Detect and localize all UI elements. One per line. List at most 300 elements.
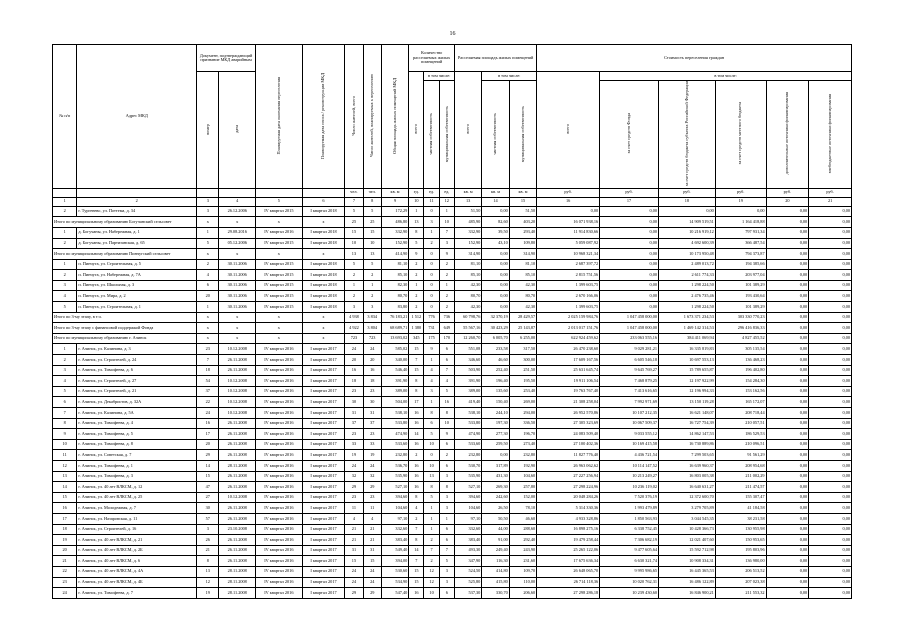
table-cell: 4 692 600,39	[659, 238, 716, 249]
table-cell: 8	[197, 556, 219, 567]
table-cell: 19 763 767,40	[537, 386, 600, 397]
table-cell: 24	[197, 408, 219, 419]
table-cell: 8	[424, 482, 439, 493]
subtotal-row	[53, 323, 852, 334]
table-cell: 1	[53, 227, 77, 238]
table-cell: 394,00	[381, 556, 408, 567]
table-cell: 24 083 509,40	[537, 429, 600, 440]
table-cell: 524,50	[454, 566, 481, 577]
table-row	[53, 302, 852, 313]
table-cell: 26.12.2006	[219, 206, 256, 217]
table-cell: 14	[53, 482, 77, 493]
table-cell: 2	[363, 270, 381, 281]
address-cell: г. Ачинск, ул. 40 лет ВЛКСМ, д. 4Б	[77, 577, 197, 588]
table-cell: 3	[424, 217, 439, 228]
table-cell: 13	[363, 249, 381, 260]
table-cell: 26.11.2008	[219, 545, 256, 556]
table-cell: 3	[439, 503, 454, 514]
table-cell: 1	[53, 259, 77, 270]
table-cell: 193 430,64	[715, 291, 766, 302]
table-cell: 2	[439, 302, 454, 313]
table-cell: 10 213 249,27	[600, 471, 659, 482]
table-cell: 24	[363, 566, 381, 577]
table-cell: 20	[197, 439, 219, 450]
table-row	[53, 397, 852, 408]
table-cell: 4	[53, 291, 77, 302]
table-cell: 794 373,87	[715, 249, 766, 260]
table-cell: 1 047 458 000,00	[600, 312, 659, 323]
table-cell: 277,30	[482, 429, 509, 440]
table-cell: 7	[53, 408, 77, 419]
table-cell: 1 469 142 314,53	[659, 323, 716, 334]
table-cell: 13	[409, 217, 424, 228]
table-cell: I квартал 2017	[302, 460, 345, 471]
table-cell: 26.11.2008	[219, 535, 256, 546]
table-cell: 0,00	[809, 556, 852, 567]
table-cell: 29.08.2016	[219, 227, 256, 238]
table-cell: I квартал 2017	[302, 386, 345, 397]
table-cell: I квартал 2017	[302, 482, 345, 493]
table-cell: 0,00	[600, 259, 659, 270]
table-cell: 22	[53, 566, 77, 577]
table-cell: 11	[363, 503, 381, 514]
table-cell: 5	[424, 492, 439, 503]
table-cell: 0,00	[766, 503, 809, 514]
table-cell: x	[302, 333, 345, 344]
table-cell: 0,00	[482, 270, 509, 281]
table-row	[53, 471, 852, 482]
table-cell: 4	[53, 376, 77, 387]
table-cell: 0,00	[766, 312, 809, 323]
table-cell: 12 196 994,33	[659, 386, 716, 397]
subtotal-label: Итого по 3-му этапу с финансовой поддержкой Фонда	[53, 323, 197, 334]
table-cell: 10 169 415,58	[600, 439, 659, 450]
table-cell: x	[256, 323, 303, 334]
table-row	[53, 588, 852, 599]
table-cell: 11	[345, 503, 363, 514]
table-cell: 24	[363, 460, 381, 471]
table-cell: IV квартал 2016	[256, 503, 303, 514]
table-cell: 251,50	[509, 365, 536, 376]
table-cell: 16 071 938,16	[537, 217, 600, 228]
table-cell: 244,10	[482, 408, 509, 419]
table-cell: 0,00	[766, 259, 809, 270]
table-cell: 41 184,58	[715, 503, 766, 514]
table-cell: 0,00	[766, 376, 809, 387]
table-cell: 0,00	[809, 249, 852, 260]
table-cell: 242,60	[482, 492, 509, 503]
table-cell: 18	[363, 376, 381, 387]
table-cell: 1	[53, 344, 77, 355]
table-cell: 85,10	[454, 270, 481, 281]
table-cell: 486,80	[381, 217, 408, 228]
table-cell: 4	[424, 376, 439, 387]
table-cell: 0,00	[766, 482, 809, 493]
col-area-group: Расселяемая площадь жилых помещений	[454, 45, 536, 72]
table-cell: 26.11.2008	[219, 471, 256, 482]
table-cell: 0,00	[766, 355, 809, 366]
table-cell: 51,50	[509, 206, 536, 217]
table-cell: I квартал 2018	[302, 259, 345, 270]
table-cell: 0	[424, 249, 439, 260]
unit-cell: руб.	[809, 188, 852, 197]
table-cell: 1 673 371 234,53	[659, 312, 716, 323]
address-cell: п. Пинчуга, ул. Строительная, д. 1	[77, 302, 197, 313]
table-cell: 536,70	[381, 460, 408, 471]
table-cell: I квартал 2017	[302, 450, 345, 461]
table-cell: 431,30	[482, 471, 509, 482]
table-cell: 7 468 879,25	[600, 376, 659, 387]
table-cell: 15	[363, 227, 381, 238]
table-cell: IV квартал 2016	[256, 355, 303, 366]
table-cell: 37	[363, 418, 381, 429]
table-cell: 233 063 555,16	[600, 333, 659, 344]
table-cell: 527,10	[381, 482, 408, 493]
col-area-incl: в том числе:	[482, 72, 537, 81]
table-cell: 31	[363, 545, 381, 556]
table-cell: I квартал 2018	[302, 227, 345, 238]
table-cell: IV квартал 2016	[256, 429, 303, 440]
table-cell: 0,00	[600, 291, 659, 302]
table-cell: 5	[439, 556, 454, 567]
table-cell: IV квартал 2015	[256, 259, 303, 270]
table-cell: 4 938	[345, 312, 363, 323]
table-row	[53, 556, 852, 567]
table-cell: 14	[409, 429, 424, 440]
subtotal-label: Итого по муниципальному образованию Богучанский сельсовет	[53, 217, 197, 228]
table-cell: 0	[424, 302, 439, 313]
col-num: № п/п	[53, 45, 77, 189]
table-cell: 82,60	[482, 217, 509, 228]
table-cell: 13	[424, 471, 439, 482]
table-cell: 535,90	[454, 471, 481, 482]
table-cell: 273,40	[509, 439, 536, 450]
table-cell: 269,00	[509, 397, 536, 408]
table-cell: 37	[345, 418, 363, 429]
table-cell: I квартал 2017	[302, 503, 345, 514]
table-cell: 0,00	[809, 270, 852, 281]
table-row	[53, 259, 852, 270]
table-cell: 527,10	[454, 482, 481, 493]
unit-cell: руб.	[537, 188, 600, 197]
table-cell: 186 529,53	[715, 429, 766, 440]
table-cell: 232,80	[509, 450, 536, 461]
table-cell: 207 023,38	[715, 577, 766, 588]
table-cell: 14 909 519,51	[659, 217, 716, 228]
table-cell: 2 476 735,46	[659, 291, 716, 302]
column-number-cell: 8	[363, 197, 381, 206]
table-cell: 30	[345, 397, 363, 408]
table-cell: 12 197 922,99	[659, 376, 716, 387]
table-cell: 0,00	[809, 418, 852, 429]
table-cell: 208 718,44	[715, 408, 766, 419]
table-cell: 0,00	[809, 439, 852, 450]
table-cell: 6	[439, 439, 454, 450]
table-cell: 332,60	[454, 524, 481, 535]
table-cell: 314,90	[509, 249, 536, 260]
table-cell: 5	[53, 302, 77, 313]
table-cell: IV квартал 2016	[256, 588, 303, 599]
table-cell: 9 029 281,21	[600, 344, 659, 355]
table-cell: 2	[53, 270, 77, 281]
table-cell: 1	[424, 524, 439, 535]
table-cell: 538,10	[454, 408, 481, 419]
table-cell: 9	[409, 249, 424, 260]
table-cell: 6	[439, 588, 454, 599]
table-cell: I квартал 2017	[302, 588, 345, 599]
table-cell: 530,70	[454, 460, 481, 471]
table-cell: 3 804	[363, 323, 381, 334]
table-cell: 13	[197, 566, 219, 577]
table-cell: 30	[197, 503, 219, 514]
table-cell: 81,10	[509, 259, 536, 270]
table-cell: 8	[409, 535, 424, 546]
table-cell: 0,00	[482, 259, 509, 270]
table-cell: 19	[53, 535, 77, 546]
table-cell: 525,80	[454, 577, 481, 588]
table-cell: x	[219, 323, 256, 334]
table-cell: 21	[363, 535, 381, 546]
table-cell: 493,30	[454, 545, 481, 556]
table-cell: 20	[345, 355, 363, 366]
table-cell: 9	[424, 344, 439, 355]
table-cell: 16	[409, 408, 424, 419]
table-cell: 0,00	[766, 323, 809, 334]
table-cell: 366 487,54	[715, 238, 766, 249]
table-cell: 419,40	[454, 397, 481, 408]
table-cell: 3	[197, 524, 219, 535]
table-cell: 12 021 407,60	[659, 535, 716, 546]
table-cell: 16 621 148,07	[659, 408, 716, 419]
table-cell: 0,00	[600, 249, 659, 260]
table-cell: 116,30	[482, 556, 509, 567]
table-cell: IV квартал 2016	[256, 566, 303, 577]
table-cell: 314,90	[454, 249, 481, 260]
table-cell: 4	[424, 365, 439, 376]
table-cell: 196,70	[509, 429, 536, 440]
table-cell: 10 908 334,31	[659, 556, 716, 567]
table-row	[53, 238, 852, 249]
table-cell: 31	[363, 408, 381, 419]
table-cell: 0,00	[766, 249, 809, 260]
column-number-cell: 1	[53, 197, 77, 206]
table-cell: 18	[197, 365, 219, 376]
table-cell: 0	[424, 206, 439, 217]
table-cell: 7	[197, 355, 219, 366]
table-cell: 8	[409, 376, 424, 387]
table-cell: 211 474,57	[715, 482, 766, 493]
table-cell: 0,00	[766, 270, 809, 281]
address-cell: п. Пинчуга, ул. Мира, д. 2	[77, 291, 197, 302]
table-cell: 305 135,54	[715, 344, 766, 355]
col-cost-incl: в том числе:	[600, 72, 852, 81]
table-cell: 25	[345, 217, 363, 228]
table-cell: 1	[424, 355, 439, 366]
table-cell: 14	[197, 460, 219, 471]
table-cell: 0,00	[766, 450, 809, 461]
table-cell: 0,00	[600, 217, 659, 228]
unit-cell: руб.	[659, 188, 716, 197]
table-cell: 195,50	[509, 376, 536, 387]
unit-cell	[53, 188, 77, 197]
table-cell: 414,90	[381, 249, 408, 260]
table-cell: 33	[345, 439, 363, 450]
col-count-private: частная собственность	[424, 81, 439, 189]
table-cell: 26 648 065,70	[537, 566, 600, 577]
col-doc-number: номер	[197, 72, 219, 189]
table-cell: 30.11.2006	[219, 302, 256, 313]
table-cell: 535,90	[381, 471, 408, 482]
table-cell: 533,80	[454, 418, 481, 429]
table-cell: 9	[439, 249, 454, 260]
table-cell: 23	[363, 386, 381, 397]
table-cell: 31	[345, 408, 363, 419]
table-row	[53, 450, 852, 461]
table-cell: 10.12.2008	[219, 397, 256, 408]
table-row	[53, 365, 852, 376]
table-cell: 16 486 122,89	[659, 577, 716, 588]
table-cell: 57	[197, 513, 219, 524]
table-cell: 0,00	[766, 291, 809, 302]
table-cell: x	[219, 249, 256, 260]
table-cell: 154 284,30	[715, 376, 766, 387]
table-cell: 26 952 570,86	[537, 408, 600, 419]
table-cell: 649	[439, 323, 454, 334]
table-cell: 7 299 503,65	[659, 450, 716, 461]
table-cell: 25	[363, 217, 381, 228]
table-cell: 12	[197, 577, 219, 588]
table-cell: 10 239 430,60	[600, 588, 659, 599]
table-cell: 2	[409, 291, 424, 302]
subtotal-label: Итого по 3-му этапу, в т.ч.	[53, 312, 197, 323]
table-cell: 104,60	[509, 471, 536, 482]
column-number-cell: 15	[509, 197, 536, 206]
address-cell: г. Ачинск, ул. 40 лет ВЛКСМ, д. 21	[77, 535, 197, 546]
table-cell: 136 980,00	[715, 556, 766, 567]
table-cell: 203 977,04	[715, 270, 766, 281]
table-cell: 16 898 275,16	[537, 524, 600, 535]
table-cell: x	[219, 217, 256, 228]
table-cell: 10	[424, 460, 439, 471]
table-cell: 797 931,34	[715, 227, 766, 238]
unit-cell: ед.	[439, 188, 454, 197]
table-row	[53, 344, 852, 355]
table-cell: 2	[424, 238, 439, 249]
table-cell: 16	[345, 365, 363, 376]
table-cell: 503,90	[454, 365, 481, 376]
table-cell: 2	[439, 270, 454, 281]
table-cell: 109,70	[509, 566, 536, 577]
table-cell: 5	[345, 206, 363, 217]
table-cell: I квартал 2017	[302, 577, 345, 588]
column-number-cell: 13	[454, 197, 481, 206]
table-cell: 232,80	[381, 450, 408, 461]
table-cell: 0,00	[809, 492, 852, 503]
table-cell: 165 172,07	[715, 397, 766, 408]
table-cell: 16	[409, 471, 424, 482]
table-row	[53, 545, 852, 556]
table-cell: x	[256, 217, 303, 228]
table-cell: 0,00	[809, 535, 852, 546]
table-cell: 170	[439, 333, 454, 344]
table-cell: 15 789 655,87	[659, 365, 716, 376]
table-cell: 32	[345, 471, 363, 482]
table-cell: 196 402,80	[715, 365, 766, 376]
column-number-cell: 21	[809, 197, 852, 206]
col-count-municipal: муниципальная собственность	[439, 81, 454, 189]
table-cell: 1 298 224,50	[659, 302, 716, 313]
table-cell: 14 862 147,53	[659, 429, 716, 440]
table-cell: 252,40	[482, 365, 509, 376]
table-cell: 9	[53, 429, 77, 440]
table-cell: 10	[424, 588, 439, 599]
table-cell: 10 236 119,02	[600, 482, 659, 493]
table-cell: 13	[53, 471, 77, 482]
resettlement-register-table	[52, 44, 852, 599]
table-cell: x	[219, 333, 256, 344]
subtotal-row	[53, 217, 852, 228]
table-cell: IV квартал 2016	[256, 408, 303, 419]
subtotal-row	[53, 249, 852, 260]
table-cell: 104,60	[454, 503, 481, 514]
table-cell: 300,00	[509, 355, 536, 366]
table-cell: 0,00	[766, 217, 809, 228]
unit-cell	[256, 188, 303, 197]
table-cell: I квартал 2017	[302, 492, 345, 503]
table-cell: 153 162,56	[715, 386, 766, 397]
table-cell: 0,00	[809, 408, 852, 419]
table-cell: 415,80	[482, 577, 509, 588]
table-cell: x	[256, 312, 303, 323]
table-cell: 723	[363, 333, 381, 344]
table-cell: 192,90	[509, 460, 536, 471]
table-cell: 2	[424, 535, 439, 546]
table-cell: x	[302, 312, 345, 323]
table-cell: 383,40	[454, 535, 481, 546]
table-cell: 7 520 376,19	[600, 492, 659, 503]
table-cell: 2 815 751,56	[537, 270, 600, 281]
table-cell: 0,00	[600, 270, 659, 281]
table-cell: 0,00	[809, 376, 852, 387]
table-cell: 9	[439, 429, 454, 440]
table-cell: 32 370,19	[482, 312, 509, 323]
table-cell: 1 164 418,88	[715, 217, 766, 228]
table-cell: 0,00	[482, 280, 509, 291]
table-cell: 26 963 062,62	[537, 460, 600, 471]
address-cell: г. Ачинск, ул. Тимофеева, д. 6	[77, 365, 197, 376]
table-cell: 6	[53, 397, 77, 408]
table-cell: 0,00	[809, 429, 852, 440]
table-cell: x	[302, 249, 345, 260]
table-cell: 547,40	[381, 588, 408, 599]
table-cell: 28.11.2008	[219, 566, 256, 577]
table-cell: 723	[345, 333, 363, 344]
table-cell: 91 561,29	[715, 450, 766, 461]
table-cell: 19	[363, 450, 381, 461]
table-cell: 0,00	[809, 524, 852, 535]
table-cell: 2	[53, 238, 77, 249]
table-cell: 76 183,21	[381, 312, 408, 323]
table-cell: 206 513,52	[715, 566, 766, 577]
table-cell: 26.11.2008	[219, 556, 256, 567]
table-cell: 16 803 005,38	[659, 471, 716, 482]
table-cell: IV квартал 2016	[256, 471, 303, 482]
table-cell: IV квартал 2016	[256, 344, 303, 355]
table-cell: I квартал 2017	[302, 471, 345, 482]
table-cell: 3	[439, 566, 454, 577]
table-cell: 152,00	[509, 492, 536, 503]
table-cell: 2 013 017 151,76	[537, 323, 600, 334]
